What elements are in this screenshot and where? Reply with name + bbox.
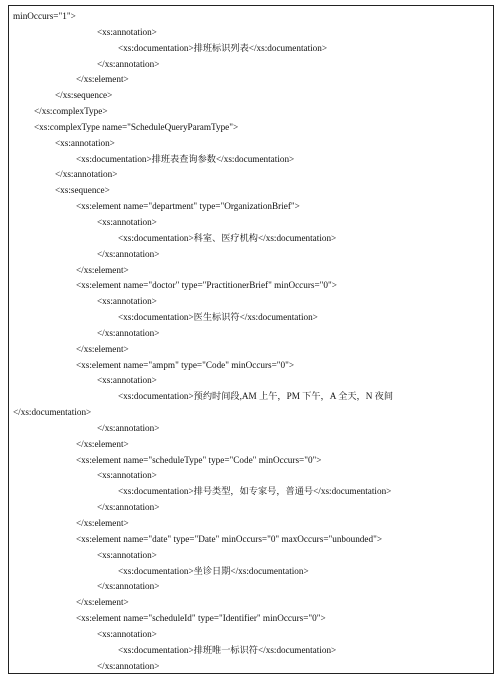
code-line: <xs:element name="ampm" type="Code" minOccurs="0"> [76, 359, 295, 370]
code-line: </xs:annotation> [55, 169, 118, 180]
code-line: </xs:documentation> [13, 407, 92, 418]
code-line: <xs:annotation> [97, 470, 157, 481]
code-line: </xs:element> [76, 264, 129, 275]
code-line: </xs:complexType> [34, 106, 108, 117]
code-line: <xs:documentation>排班标识列表</xs:documentation> [118, 42, 328, 53]
code-line: </xs:element> [76, 438, 129, 449]
code-line: <xs:sequence> [55, 185, 110, 196]
code-line: <xs:documentation>排班表查询参数</xs:documentation> [76, 153, 295, 164]
code-line: <xs:annotation> [97, 26, 157, 37]
code-line: <xs:documentation>排班唯一标识符</xs:documentation> [118, 644, 337, 655]
code-line: </xs:annotation> [97, 660, 160, 671]
code-line: </xs:annotation> [97, 327, 160, 338]
code-line: </xs:element> [76, 597, 129, 608]
code-line: </xs:annotation> [97, 58, 160, 69]
code-line: </xs:annotation> [97, 502, 160, 513]
code-line: </xs:annotation> [97, 248, 160, 259]
code-listing-frame [8, 5, 494, 674]
code-line: <xs:documentation>排号类型，如专家号，普通号</xs:documentation> [118, 486, 392, 497]
code-line: <xs:documentation>预约时间段,AM 上午，PM 下午，A 全天，N 夜间 [118, 391, 394, 402]
code-line: <xs:element name="scheduleId" type="Identifier" minOccurs="0"> [76, 613, 326, 624]
code-line: <xs:annotation> [97, 216, 157, 227]
code-line: minOccurs="1"> [13, 11, 76, 21]
code-line: <xs:element name="doctor" type="PractitionerBrief" minOccurs="0"> [76, 280, 337, 291]
code-line: </xs:annotation> [97, 422, 160, 433]
code-line: </xs:annotation> [97, 581, 160, 592]
code-line: <xs:element name="date" type="Date" minOccurs="0" maxOccurs="unbounded"> [76, 533, 383, 544]
code-line: <xs:documentation>医生标识符</xs:documentation> [118, 312, 318, 323]
code-line: </xs:sequence> [55, 90, 113, 101]
code-line: <xs:annotation> [97, 375, 157, 386]
code-line: <xs:annotation> [55, 137, 115, 148]
code-line: <xs:documentation>科室、医疗机构</xs:documentation> [118, 232, 337, 243]
code-line: <xs:annotation> [97, 549, 157, 560]
code-line: <xs:annotation> [97, 628, 157, 639]
code-line: <xs:documentation>坐诊日期</xs:documentation> [118, 565, 309, 576]
xml-schema-code-block [9, 9, 493, 674]
code-line: </xs:element> [76, 518, 129, 528]
code-line: </xs:element> [76, 343, 129, 354]
code-line: </xs:element> [76, 74, 129, 85]
code-line: <xs:complexType name="ScheduleQueryParamType"> [34, 121, 239, 132]
code-line: <xs:element name="department" type="OrganizationBrief"> [76, 201, 300, 212]
code-line: <xs:annotation> [97, 296, 157, 307]
code-line: <xs:element name="scheduleType" type="Code" minOccurs="0"> [76, 454, 322, 465]
